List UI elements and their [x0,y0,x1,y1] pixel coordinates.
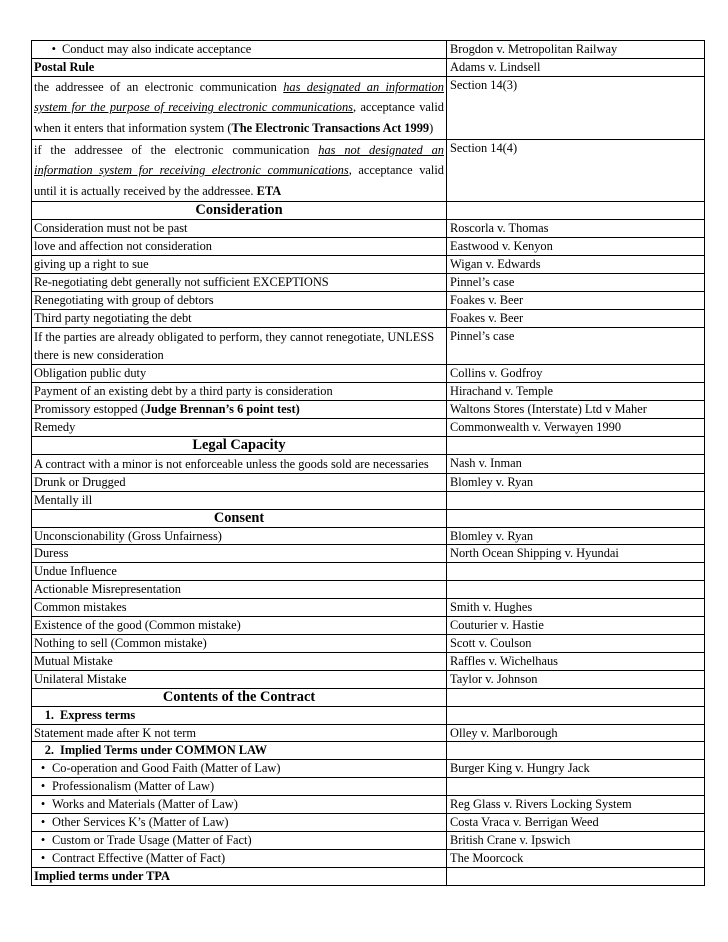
row-text: the addressee of an electronic communication [34,79,284,94]
case-cell: Commonwealth v. Verwayen 1990 [447,418,705,436]
case-cell: Taylor v. Johnson [447,670,705,688]
row-text: Co-operation and Good Faith (Matter of Law) [52,761,281,776]
table-row [32,274,705,292]
case-cell: Raffles v. Wichelhaus [447,652,705,670]
table-row [32,365,705,383]
table-row [32,76,705,139]
left-cell [32,742,447,760]
bullet-icon: • [40,815,46,830]
case-cell: Nash v. Inman [447,454,705,473]
table-row [32,849,705,867]
case-cell: Blomley v. Ryan [447,473,705,491]
case-cell: Section 14(4) [447,139,705,202]
left-cell: Existence of the good (Common mistake) [32,617,447,635]
case-cell: Costa Vraca v. Berrigan Weed [447,814,705,832]
table-row [32,581,705,599]
table-row [32,652,705,670]
case-cell: Collins v. Godfroy [447,365,705,383]
table-row [32,742,705,760]
left-cell [32,76,447,139]
row-emphasis: has not designated an information system for receiving electronic communications [34,142,444,178]
row-text: Conduct may also indicate acceptance [62,42,252,56]
act-name: The Electronic Transactions Act 1999 [231,121,430,135]
left-cell: Payment of an existing debt by a third party is consideration [32,383,447,401]
case-cell: Roscorla v. Thomas [447,220,705,238]
table-row [32,383,705,401]
left-cell [32,41,447,59]
case-cell: Scott v. Coulson [447,635,705,653]
table-row [32,58,705,76]
left-cell: Remedy [32,418,447,436]
row-text: ) [429,121,434,135]
case-cell: Pinnel’s case [447,274,705,292]
left-cell: Obligation public duty [32,365,447,383]
left-cell: If the parties are already obligated to perform, they cannot renegotiate, UNLESS there is new consideration [32,327,447,364]
bullet-icon: • [40,850,46,865]
table-row [32,418,705,436]
case-cell: Waltons Stores (Interstate) Ltd v Maher [447,400,705,418]
left-cell: Re-negotiating debt generally not sufficient EXCEPTIONS [32,274,447,292]
table-row [32,724,705,742]
bullet-icon: • [40,797,46,812]
case-cell [447,202,705,220]
case-cell [447,436,705,454]
case-cell: Adams v. Lindsell [447,58,705,76]
section-heading-row [32,436,705,454]
left-cell: Duress [32,545,447,563]
table-row [32,670,705,688]
list-number: 2. [44,743,54,758]
case-cell [447,867,705,885]
list-number: 1. [44,707,54,722]
case-cell: Blomley v. Ryan [447,527,705,545]
notes-table [31,40,705,886]
section-heading: Contents of the Contract [32,688,447,706]
left-cell: Postal Rule [32,58,447,76]
row-text: , acceptance valid when it enters that information system ( [34,100,445,135]
case-cell: Reg Glass v. Rivers Locking System [447,796,705,814]
table-row [32,256,705,274]
left-cell: Statement made after K not term [32,724,447,742]
left-cell [32,831,447,849]
left-cell: Mentally ill [32,491,447,509]
row-text: Professionalism (Matter of Law) [52,779,215,794]
case-cell: Foakes v. Beer [447,291,705,309]
case-cell [447,563,705,581]
left-cell [32,849,447,867]
row-text: Contract Effective (Matter of Fact) [52,850,226,865]
table-row [32,599,705,617]
row-text: Express terms [60,707,136,722]
table-row [32,814,705,832]
table-row [32,760,705,778]
case-cell [447,581,705,599]
table-row [32,291,705,309]
table-row [32,563,705,581]
table-row [32,491,705,509]
table-row [32,831,705,849]
bullet-icon: • [40,761,46,776]
table-row [32,706,705,724]
table-row [32,309,705,327]
row-text: Custom or Trade Usage (Matter of Fact) [52,832,252,847]
table-row [32,778,705,796]
act-name: ETA [256,183,282,198]
row-text: Works and Materials (Matter of Law) [52,797,238,812]
case-cell: Hirachand v. Temple [447,383,705,401]
case-cell: Section 14(3) [447,76,705,139]
table-row [32,220,705,238]
row-text: , acceptance valid until it is actually received by the addressee. [34,163,444,198]
case-cell [447,491,705,509]
left-cell: Renegotiating with group of debtors [32,291,447,309]
left-cell: love and affection not consideration [32,238,447,256]
table-row [32,527,705,545]
left-cell: Undue Influence [32,563,447,581]
left-cell: Unconscionability (Gross Unfairness) [32,527,447,545]
left-cell: A contract with a minor is not enforceable unless the goods sold are necessaries [32,454,447,473]
section-heading: Legal Capacity [32,436,447,454]
case-cell [447,509,705,527]
section-heading: Consideration [32,202,447,220]
table-row [32,454,705,473]
row-text: if the addressee of the electronic communication [34,142,319,157]
left-cell: Actionable Misrepresentation [32,581,447,599]
table-row [32,473,705,491]
row-emphasis: has designated an information system for the purpose of receiving electronic communications [34,79,444,115]
left-cell: Nothing to sell (Common mistake) [32,635,447,653]
left-cell: Unilateral Mistake [32,670,447,688]
row-text: Implied Terms under COMMON LAW [60,743,267,758]
bullet-icon: • [40,779,46,794]
left-cell: Third party negotiating the debt [32,309,447,327]
case-cell: Burger King v. Hungry Jack [447,760,705,778]
left-cell: Implied terms under TPA [32,867,447,885]
case-cell [447,742,705,760]
row-text: Other Services K’s (Matter of Law) [52,815,229,830]
case-cell [447,706,705,724]
case-cell: Couturier v. Hastie [447,617,705,635]
row-text: Promissory estopped ( [34,401,145,416]
table-row [32,545,705,563]
left-cell [32,796,447,814]
case-cell: Foakes v. Beer [447,309,705,327]
left-cell [32,706,447,724]
case-cell: North Ocean Shipping v. Hyundai [447,545,705,563]
bullet-icon: • [51,42,56,56]
left-cell: Mutual Mistake [32,652,447,670]
table-row [32,41,705,59]
table-row [32,796,705,814]
table-row [32,635,705,653]
left-cell: Consideration must not be past [32,220,447,238]
case-cell: Eastwood v. Kenyon [447,238,705,256]
table-row [32,327,705,364]
table-row [32,139,705,202]
left-cell [32,400,447,418]
case-cell: Wigan v. Edwards [447,256,705,274]
left-cell [32,778,447,796]
case-cell [447,778,705,796]
section-heading-row [32,509,705,527]
bullet-icon: • [40,832,46,847]
left-cell: giving up a right to sue [32,256,447,274]
case-cell [447,688,705,706]
left-cell: Common mistakes [32,599,447,617]
section-heading-row [32,202,705,220]
case-cell: Brogdon v. Metropolitan Railway [447,41,705,59]
section-heading: Consent [32,509,447,527]
section-heading-row [32,688,705,706]
case-cell: The Moorcock [447,849,705,867]
left-cell [32,760,447,778]
table-row [32,617,705,635]
case-cell: Pinnel’s case [447,327,705,364]
table-row [32,867,705,885]
left-cell [32,139,447,202]
table-row [32,400,705,418]
case-cell: British Crane v. Ipswich [447,831,705,849]
left-cell: Drunk or Drugged [32,473,447,491]
case-cell: Smith v. Hughes [447,599,705,617]
left-cell [32,814,447,832]
table-row [32,238,705,256]
case-cell: Olley v. Marlborough [447,724,705,742]
row-bold-text: Judge Brennan’s 6 point test) [144,401,300,416]
